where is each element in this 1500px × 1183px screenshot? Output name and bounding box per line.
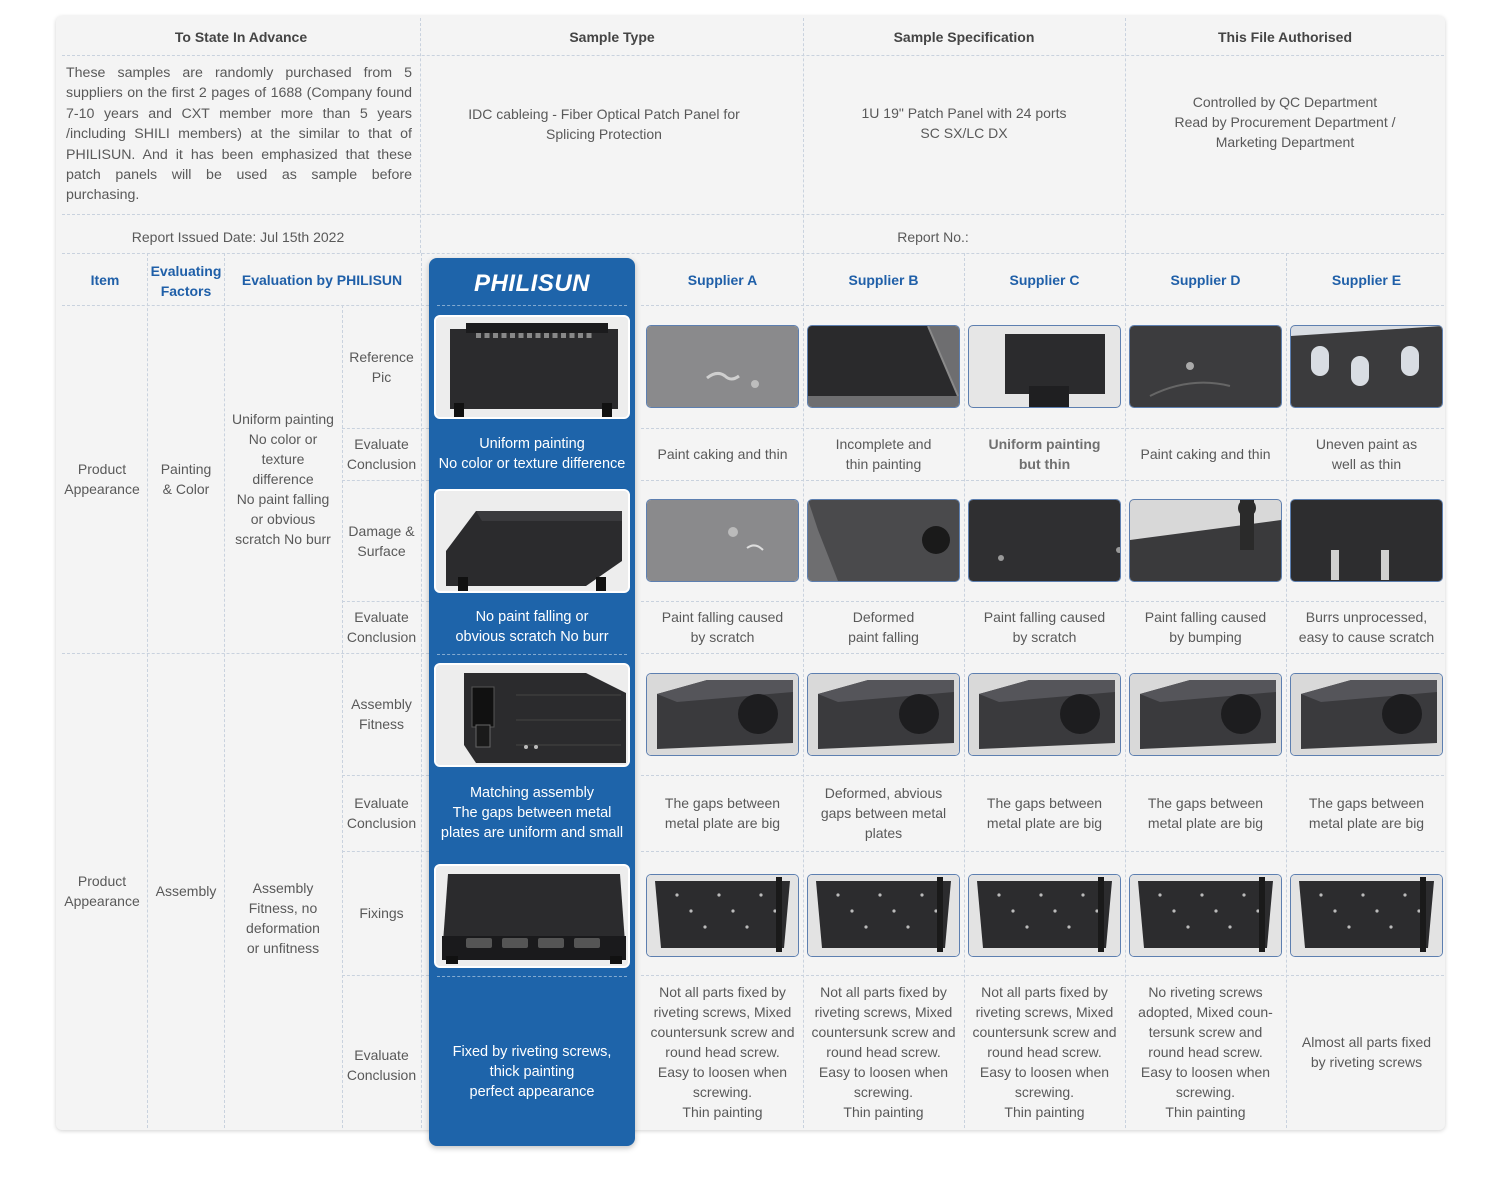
supplier-conclusion-assembly-line: metal plate are big — [986, 815, 1103, 831]
section1-evaluation-line: Uniform painting — [232, 411, 334, 427]
supplier-conclusion-assembly-line: plates — [864, 825, 903, 841]
philisun-conclusion-painting — [429, 428, 635, 480]
supplier-conclusion-assembly — [642, 775, 803, 851]
supplier-conclusion-fixings-line: Not all parts fixed by — [981, 983, 1108, 1000]
philisun-conclusion-fixings — [429, 975, 635, 1168]
supplier-conclusion-painting-line: Uneven paint as — [1315, 436, 1418, 452]
supplier-photo-reference-pic — [646, 325, 799, 408]
supplier-photo-reference-pic — [807, 325, 960, 408]
supplier-conclusion-damage-line: Deformed — [852, 609, 915, 625]
supplier-conclusion-damage-line: Paint falling caused — [661, 609, 784, 625]
sub-evaluate-conclusion-line: Evaluate — [354, 1047, 409, 1063]
supplier-conclusion-fixings — [1125, 975, 1286, 1128]
supplier-photo-damage-surface — [968, 499, 1121, 582]
grid-line-v — [420, 18, 421, 253]
header-to-state: To State In Advance — [174, 29, 308, 45]
supplier-conclusion-assembly-line: The gaps between — [1147, 795, 1264, 811]
sub-evaluate-conclusion-line: Conclusion — [346, 629, 417, 645]
supplier-conclusion-damage — [1286, 601, 1447, 653]
philisun-conclusion-damage-line: obvious scratch No burr — [455, 629, 609, 645]
sub-reference-pic — [342, 305, 421, 428]
supplier-photo-assembly-fitness — [807, 673, 960, 756]
grid-line-h — [641, 653, 1444, 654]
column-item: Item — [90, 272, 120, 288]
section2-factor-line: Assembly — [155, 882, 217, 899]
grid-line-h — [641, 480, 1444, 481]
grid-line-h — [641, 851, 1444, 852]
supplier-photo-fixings — [1129, 874, 1282, 957]
supplier-conclusion-assembly — [1286, 775, 1447, 851]
grid-line-h — [62, 253, 1444, 254]
sub-evaluate-conclusion-line: Conclusion — [346, 456, 417, 472]
supplier-photo-assembly-fitness — [1290, 673, 1443, 756]
sub-evaluate-conclusion — [342, 601, 421, 653]
sub-damage-surface-line: Damage & — [348, 522, 415, 539]
report-issued-date: Report Issued Date: Jul 15th 2022 — [131, 229, 345, 245]
supplier-conclusion-damage-line: by bumping — [1169, 629, 1242, 645]
supplier-conclusion-painting — [803, 428, 964, 480]
philisun-divider — [437, 976, 627, 977]
supplier-conclusion-fixings-line: screwing. — [1014, 1083, 1075, 1100]
supplier-photo-assembly-fitness — [968, 673, 1121, 756]
supplier-photo-assembly-fitness — [1129, 673, 1282, 756]
section2-item-line: Product — [77, 872, 127, 889]
supplier-conclusion-painting — [642, 428, 803, 480]
supplier-conclusion-assembly-line: metal plate are big — [664, 815, 781, 831]
sub-reference-pic-line: Pic — [371, 368, 392, 385]
sub-evaluate-conclusion-line: Conclusion — [346, 815, 417, 831]
supplier-photo-fixings — [968, 874, 1121, 957]
supplier-conclusion-fixings-line: countersunk screw and — [650, 1023, 795, 1040]
supplier-conclusion-painting-line: thin painting — [845, 456, 922, 472]
supplier-conclusion-fixings-line: Easy to loosen when — [657, 1063, 788, 1080]
sub-evaluate-conclusion — [342, 775, 421, 851]
supplier-conclusion-damage-line: by scratch — [1012, 629, 1077, 645]
supplier-conclusion-fixings-line: screwing. — [692, 1083, 753, 1100]
philisun-divider — [437, 654, 627, 655]
supplier-conclusion-fixings-line: round head screw. — [1148, 1043, 1263, 1060]
section2-item — [58, 653, 146, 1128]
supplier-conclusion-fixings — [642, 975, 803, 1128]
supplier-conclusion-assembly-line: The gaps between — [664, 795, 781, 811]
sub-damage-surface — [342, 480, 421, 601]
supplier-conclusion-fixings-line: No riveting screws — [1148, 983, 1263, 1000]
column-evaluation: Evaluation by PHILISUN — [241, 272, 403, 288]
philisun-divider — [437, 305, 627, 306]
supplier-conclusion-damage — [1125, 601, 1286, 653]
sub-evaluate-conclusion-line: Evaluate — [354, 795, 409, 811]
supplier-conclusion-damage — [642, 601, 803, 653]
header-sample-spec: Sample Specification — [893, 29, 1035, 45]
section2-item-line: Appearance — [64, 892, 140, 909]
supplier-photo-reference-pic — [968, 325, 1121, 408]
header-file-authorised: This File Authorised — [1217, 29, 1353, 45]
philisun-photo-reference-pic — [434, 315, 630, 419]
supplier-conclusion-fixings-line: screwing. — [1175, 1083, 1236, 1100]
sub-evaluate-conclusion-line: Evaluate — [354, 609, 409, 625]
supplier-conclusion-fixings-line: Thin painting — [1004, 1103, 1085, 1120]
supplier-photo-fixings — [1290, 874, 1443, 957]
column-evaluating-factors: Evaluating Factors — [150, 263, 222, 299]
philisun-conclusion-fixings-line: Fixed by riveting screws, — [452, 1043, 612, 1060]
supplier-conclusion-fixings-line: by riveting screws — [1310, 1053, 1423, 1070]
supplier-conclusion-assembly-line: metal plate are big — [1147, 815, 1264, 831]
supplier-conclusion-assembly — [1125, 775, 1286, 851]
supplier-photo-reference-pic — [1290, 325, 1443, 408]
supplier-conclusion-assembly — [803, 775, 964, 851]
section1-factor-line: Painting — [160, 461, 212, 477]
philisun-photo-assembly-fitness — [434, 663, 630, 767]
supplier-conclusion-painting-line: Paint caking and thin — [657, 446, 788, 462]
supplier-conclusion-painting-line: Uniform painting — [988, 436, 1101, 452]
supplier-conclusion-fixings-line: Easy to loosen when — [979, 1063, 1110, 1080]
philisun-conclusion-painting-line: No color or texture difference — [438, 456, 626, 472]
supplier-conclusion-fixings-line: Thin painting — [682, 1103, 763, 1120]
supplier-conclusion-painting-line: well as thin — [1331, 456, 1402, 472]
section2-evaluation-line: Assembly — [252, 880, 314, 896]
supplier-conclusion-fixings-line: Not all parts fixed by — [820, 983, 947, 1000]
column-supplier-a: Supplier A — [687, 272, 758, 288]
supplier-photo-damage-surface — [1290, 499, 1443, 582]
supplier-conclusion-painting-line: Paint caking and thin — [1140, 446, 1271, 462]
column-supplier-d: Supplier D — [1170, 272, 1241, 288]
grid-line-v — [421, 253, 422, 1128]
philisun-conclusion-fixings-line: perfect appearance — [469, 1083, 595, 1100]
grid-line-h — [641, 305, 1444, 306]
sub-fixings-line: Fixings — [359, 905, 404, 921]
section1-evaluation-line: texture — [261, 451, 305, 467]
grid-line-h — [62, 214, 1444, 215]
section1-factor — [148, 305, 224, 653]
section1-item — [58, 305, 146, 653]
philisun-logo: PHILISUN — [473, 270, 590, 297]
supplier-conclusion-fixings-line: round head screw. — [987, 1043, 1102, 1060]
philisun-conclusion-damage-line: No paint falling or — [475, 609, 589, 625]
supplier-conclusion-painting-line: Incomplete and — [835, 436, 932, 452]
sub-evaluate-conclusion-line: Conclusion — [346, 1067, 417, 1083]
philisun-conclusion-painting-line: Uniform painting — [479, 436, 585, 452]
sub-fixings — [342, 851, 421, 975]
supplier-conclusion-fixings-line: round head screw. — [826, 1043, 941, 1060]
column-supplier-b: Supplier B — [848, 272, 919, 288]
supplier-photo-damage-surface — [807, 499, 960, 582]
grid-line-h — [62, 55, 1444, 56]
supplier-conclusion-fixings-line: screwing. — [853, 1083, 914, 1100]
supplier-photo-damage-surface — [1129, 499, 1282, 582]
supplier-conclusion-painting — [1286, 428, 1447, 480]
section2-factor — [148, 653, 224, 1128]
section1-item-line: Appearance — [64, 481, 140, 497]
supplier-photo-assembly-fitness — [646, 673, 799, 756]
supplier-conclusion-fixings-line: countersunk screw and — [972, 1023, 1117, 1040]
supplier-conclusion-assembly-line: The gaps between — [986, 795, 1103, 811]
section1-item-line: Product — [77, 461, 127, 477]
supplier-conclusion-assembly-line: The gaps between — [1308, 795, 1425, 811]
supplier-conclusion-fixings-line: Easy to loosen when — [1140, 1063, 1271, 1080]
sample-spec-value: 1U 19" Patch Panel with 24 ports SC SX/LC DX — [861, 105, 1067, 141]
supplier-conclusion-damage — [803, 601, 964, 653]
supplier-conclusion-fixings — [1286, 975, 1447, 1128]
philisun-conclusion-damage — [429, 601, 635, 653]
supplier-conclusion-damage-line: paint falling — [848, 629, 919, 645]
supplier-conclusion-fixings-line: riveting screws, Mixed — [653, 1003, 792, 1020]
section2-evaluation — [224, 653, 342, 1183]
supplier-conclusion-damage-line: Burrs unprocessed, — [1305, 609, 1428, 625]
supplier-conclusion-damage-line: Paint falling caused — [1144, 609, 1267, 625]
sub-reference-pic-line: Reference — [349, 348, 414, 365]
sample-type-value: IDC cableing - Fiber Optical Patch Panel for Splicing Protection — [468, 106, 740, 142]
supplier-conclusion-painting — [1125, 428, 1286, 480]
philisun-conclusion-assembly-line: Matching assembly — [469, 785, 595, 801]
supplier-conclusion-fixings-line: riveting screws, Mixed — [814, 1003, 953, 1020]
supplier-conclusion-fixings-line: riveting screws, Mixed — [975, 1003, 1114, 1020]
philisun-conclusion-assembly-line: The gaps between metal — [452, 805, 612, 821]
philisun-photo-fixings — [434, 864, 630, 968]
supplier-conclusion-damage-line: Paint falling caused — [983, 609, 1106, 625]
header-sample-type: Sample Type — [569, 29, 655, 45]
sub-assembly-fitness — [342, 653, 421, 775]
philisun-conclusion-assembly — [429, 775, 635, 851]
sub-assembly-fitness-line: Fitness — [358, 716, 405, 732]
supplier-conclusion-fixings — [803, 975, 964, 1128]
philisun-conclusion-fixings-line: thick painting — [489, 1063, 575, 1080]
supplier-conclusion-assembly-line: gaps between metal — [820, 805, 947, 821]
section2-evaluation-line: or unfitness — [246, 940, 320, 956]
section1-factor-line: & Color — [162, 481, 210, 497]
supplier-conclusion-fixings-line: Thin painting — [1165, 1103, 1246, 1120]
supplier-conclusion-fixings-line: Easy to loosen when — [818, 1063, 949, 1080]
supplier-conclusion-painting — [964, 428, 1125, 480]
section1-evaluation — [224, 305, 342, 653]
supplier-conclusion-assembly-line: metal plate are big — [1308, 815, 1425, 831]
philisun-conclusion-assembly-line: plates are uniform and small — [440, 825, 624, 841]
section1-evaluation-line: difference — [252, 471, 314, 487]
section1-evaluation-line: scratch No burr — [235, 531, 331, 547]
supplier-photo-fixings — [646, 874, 799, 957]
supplier-conclusion-fixings-line: adopted, Mixed coun- — [1138, 1003, 1273, 1020]
supplier-conclusion-damage-line: easy to cause scratch — [1298, 629, 1435, 645]
supplier-conclusion-fixings-line: Not all parts fixed by — [659, 983, 786, 1000]
supplier-photo-fixings — [807, 874, 960, 957]
supplier-conclusion-fixings — [964, 975, 1125, 1128]
section2-evaluation-line: deformation — [246, 920, 320, 936]
section1-evaluation-line: No color or — [248, 431, 318, 447]
report-number: Report No.: — [897, 229, 969, 245]
supplier-conclusion-fixings-line: Thin painting — [843, 1103, 924, 1120]
section1-evaluation-line: No paint falling — [236, 491, 330, 507]
sub-evaluate-conclusion — [342, 428, 421, 480]
supplier-conclusion-painting-line: but thin — [1018, 456, 1071, 472]
supplier-conclusion-fixings-line: Almost all parts fixed — [1301, 1033, 1432, 1050]
supplier-photo-reference-pic — [1129, 325, 1282, 408]
section1-evaluation-line: or obvious — [250, 511, 316, 527]
supplier-conclusion-damage-line: by scratch — [690, 629, 755, 645]
supplier-conclusion-fixings-line: tersunk screw and — [1148, 1023, 1263, 1040]
supplier-conclusion-fixings-line: round head screw. — [665, 1043, 780, 1060]
sub-damage-surface-line: Surface — [357, 542, 406, 559]
philisun-photo-damage-surface — [434, 489, 630, 593]
supplier-photo-damage-surface — [646, 499, 799, 582]
column-supplier-c: Supplier C — [1009, 272, 1080, 288]
supplier-conclusion-assembly-line: Deformed, abvious — [824, 785, 943, 801]
sub-evaluate-conclusion — [342, 975, 421, 1155]
sub-evaluate-conclusion-line: Evaluate — [354, 436, 409, 452]
sub-assembly-fitness-line: Assembly — [351, 696, 412, 712]
column-supplier-e: Supplier E — [1331, 272, 1402, 288]
supplier-conclusion-damage — [964, 601, 1125, 653]
authorisation-value: Controlled by QC Department Read by Procurement Department / Marketing Department — [1174, 94, 1396, 150]
supplier-conclusion-assembly — [964, 775, 1125, 851]
section2-evaluation-line: Fitness, no — [248, 900, 318, 916]
supplier-conclusion-fixings-line: countersunk screw and — [811, 1023, 956, 1040]
advance-statement: These samples are randomly purchased from 5 suppliers on the first 2 pages of 1688 (Company found 7-10 years and CXT member more than 5 years /including SHILI members) at the similar to that of PHILISUN. And it has been emphasized that these patch panels will be used as sample before purchasing. — [66, 65, 412, 204]
